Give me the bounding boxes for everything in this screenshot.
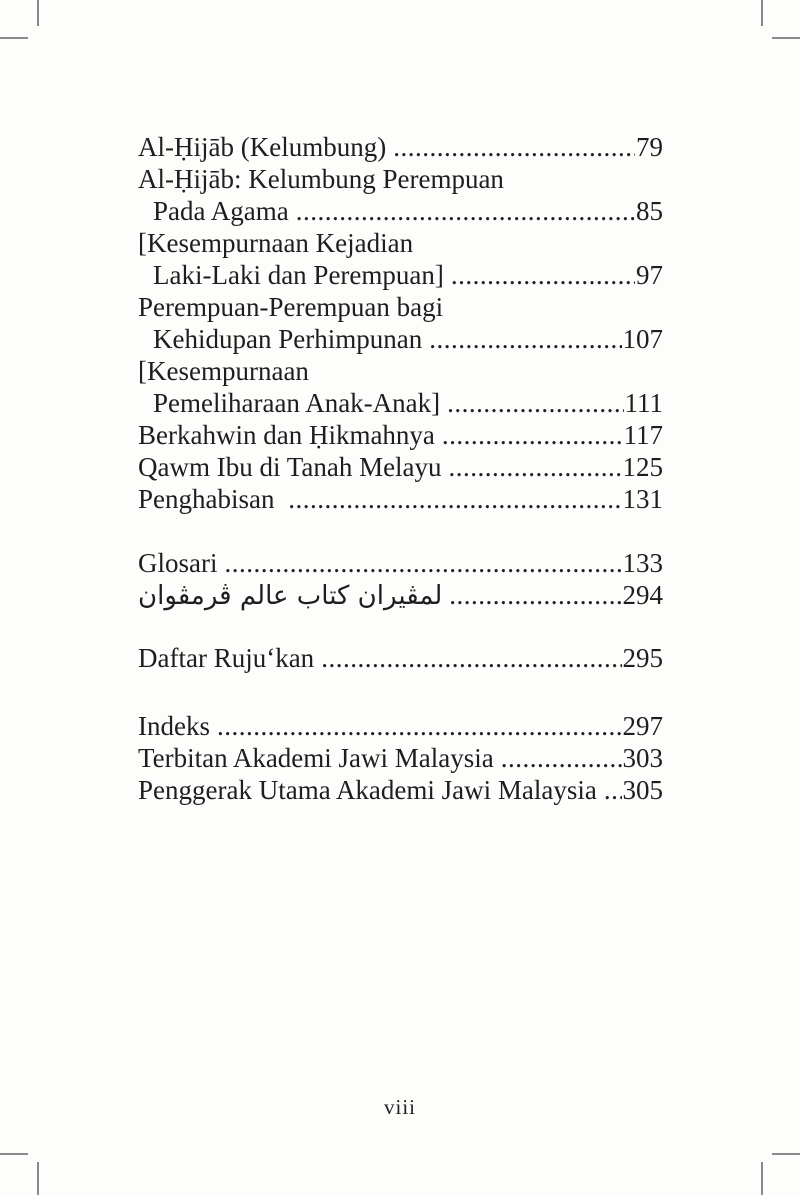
toc-entry-title: [Kesempurnaan Kejadian: [138, 228, 414, 258]
toc-entry-title: Daftar Ruju‘kan: [138, 643, 315, 673]
toc-entry-title: [Kesempurnaan: [138, 356, 309, 386]
toc-entry: [138, 451, 663, 483]
toc-entry-line: [138, 547, 663, 579]
toc-entry-title: Pada Agama: [153, 196, 289, 226]
toc-entry-line: [138, 323, 663, 355]
toc-entry-page-number: 97: [636, 260, 663, 290]
toc-entry-page-number: 297: [622, 711, 663, 741]
toc-entry-page-number: 85: [636, 196, 663, 226]
toc-entry-title: لمڤيران كتاب عالم ڤرمڤوان: [138, 581, 443, 611]
toc-group: [138, 131, 663, 515]
toc-entry-line: [138, 483, 663, 515]
crop-mark-bottom-left-vertical: [37, 1162, 39, 1195]
toc-entry-title: Al-Ḥijāb (Kelumbung): [138, 132, 387, 162]
toc-entry-title: Pemeliharaan Anak-Anak]: [153, 388, 441, 418]
dot-leader: [393, 131, 635, 163]
toc-entry: [138, 131, 663, 163]
toc-entry-page-number: 131: [622, 484, 663, 514]
dot-leader: [501, 742, 622, 774]
toc-entry-page-number: 79: [636, 132, 663, 162]
dot-leader: [449, 451, 622, 483]
toc-entry: [138, 227, 663, 291]
toc-entry-line: [138, 195, 663, 227]
toc-entry-line: [138, 742, 663, 774]
toc-entry: [138, 163, 663, 227]
toc-entry-title: Glosari: [138, 548, 218, 578]
dot-leader: [604, 774, 622, 806]
crop-mark-top-right-horizontal: [772, 37, 800, 39]
crop-mark-bottom-right-horizontal: [772, 1153, 800, 1155]
toc-entry-title: Al-Ḥijāb: Kelumbung Perempuan: [138, 164, 504, 194]
toc-entry-line: [138, 131, 663, 163]
toc-entry-line: [138, 259, 663, 291]
dot-leader: [442, 419, 623, 451]
toc-entry-title: Berkahwin dan Ḥikmahnya: [138, 420, 435, 450]
crop-mark-top-left-vertical: [37, 0, 39, 26]
dot-leader: [447, 387, 623, 419]
toc-entry-page-number: 107: [622, 324, 663, 354]
toc-entry-title: Penggerak Utama Akademi Jawi Malaysia: [138, 775, 597, 805]
toc-entry-line: [138, 387, 663, 419]
table-of-contents: [138, 131, 663, 806]
toc-entry-page-number: 305: [622, 775, 663, 805]
crop-mark-bottom-right-vertical: [761, 1162, 763, 1195]
toc-entry-title: Perempuan-Perempuan bagi: [138, 292, 444, 322]
crop-mark-bottom-left-horizontal: [0, 1153, 28, 1155]
toc-entry-line: [138, 579, 663, 612]
crop-mark-top-left-horizontal: [0, 37, 28, 39]
toc-entry: [138, 642, 663, 674]
dot-leader: [288, 483, 621, 515]
toc-entry-title: Penghabisan: [138, 484, 282, 514]
toc-entry: [138, 710, 663, 742]
dot-leader: [449, 579, 621, 611]
dot-leader: [429, 323, 621, 355]
toc-entry-page-number: 125: [622, 452, 663, 482]
toc-entry-page-number: 303: [622, 743, 663, 773]
toc-entry: [138, 742, 663, 774]
toc-entry-page-number: 117: [623, 420, 663, 450]
toc-entry-line: [138, 419, 663, 451]
dot-leader: [296, 195, 635, 227]
toc-entry-line: [138, 710, 663, 742]
folio-page-number: viii: [383, 1095, 416, 1119]
toc-entry-title: Terbitan Akademi Jawi Malaysia: [138, 743, 494, 773]
toc-entry: [138, 355, 663, 419]
toc-entry-line: [138, 642, 663, 674]
toc-entry: [138, 579, 663, 612]
toc-entry: [138, 291, 663, 355]
toc-entry: [138, 774, 663, 806]
toc-entry-title: Indeks: [138, 711, 210, 741]
toc-entry-page-number: 111: [624, 388, 663, 418]
toc-entry: [138, 419, 663, 451]
dot-leader: [321, 642, 621, 674]
dot-leader: [451, 259, 635, 291]
toc-entry-line: [138, 774, 663, 806]
toc-entry-title: Kehidupan Perhimpunan: [153, 324, 423, 354]
toc-entry-page-number: 295: [622, 643, 663, 673]
toc-group: [138, 547, 663, 612]
toc-entry-page-number: 133: [622, 548, 663, 578]
toc-group: [138, 710, 663, 806]
toc-group: [138, 642, 663, 674]
toc-entry-title: Qawm Ibu di Tanah Melayu: [138, 452, 442, 482]
toc-entry-title: Laki-Laki dan Perempuan]: [153, 260, 444, 290]
toc-entry-page-number: 294: [622, 580, 663, 610]
crop-mark-top-right-vertical: [761, 0, 763, 26]
dot-leader: [224, 547, 621, 579]
toc-entry: [138, 547, 663, 579]
toc-entry-line: [138, 451, 663, 483]
dot-leader: [217, 710, 622, 742]
toc-entry: [138, 483, 663, 515]
